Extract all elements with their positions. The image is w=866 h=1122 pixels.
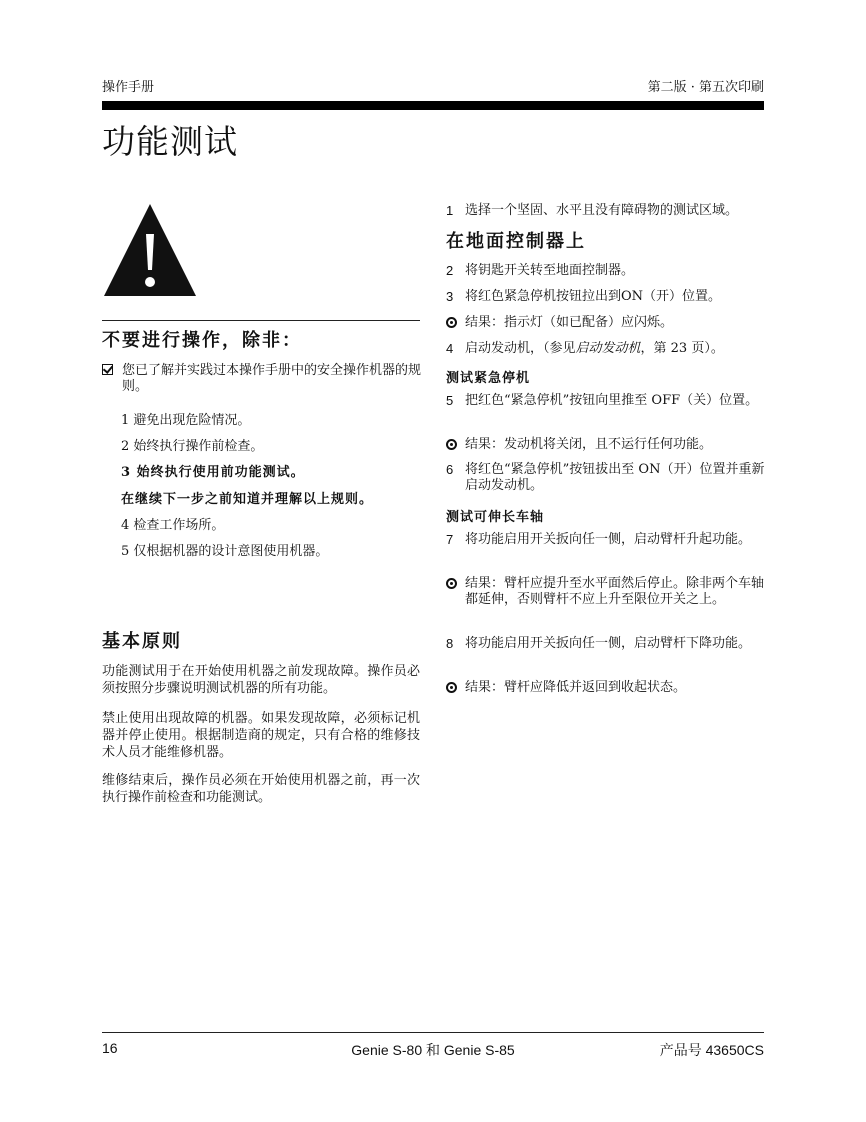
header-right: 第二版 · 第五次印刷 [647,80,764,95]
rule-item: 1 避免出现危险情况。 [121,413,251,428]
step-2: 2 将钥匙开关转至地面控制器。 [446,263,635,278]
footer-part-number: 产品号 43650CS [659,1042,764,1058]
warning-triangle-icon [102,202,198,298]
rules-intro [102,363,432,395]
paragraph: 维修结束后，操作员必须在开始使用机器之前，再一次执行操作前检查和功能测试。 [102,773,420,805]
step-8: 8 将功能启用开关扳向任一侧，启动臂杆下降功能。 [446,636,752,651]
rule-item: 4 检查工作场所。 [121,518,225,533]
result-7: 结果：臂杆应提升至水平面然后停止。除非两个车轴都延伸，否则臂杆不应上升至限位开关之上。 [446,576,766,608]
cross-reference: 启动发动机 [575,341,641,356]
ground-controls-heading: 在地面控制器上 [446,231,586,252]
subheading-estop: 测试紧急停机 [446,371,531,386]
paragraph: 禁止使用出现故障的机器。如果发现故障，必须标记机器并停止使用。根据制造商的规定，只有合格的维修技术人员才能维修机器。 [102,711,420,760]
step-7: 7 将功能启用开关扳向任一侧，启动臂杆升起功能。 [446,532,752,547]
page-number: 16 [102,1040,118,1056]
warning-heading: 不要进行操作，除非： [102,330,302,351]
header-left: 操作手册 [102,80,155,95]
result-5: 结果：发动机将关闭，且不运行任何功能。 [446,437,766,453]
checkbox-icon [102,364,113,375]
footer-model: Genie S-80 和 Genie S-85 [351,1042,515,1058]
result-icon [446,439,457,450]
rules-intro-text: 您已了解并实践过本操作手册中的安全操作机器的规则。 [122,363,422,394]
rule-item: 5 仅根据机器的设计意图使用机器。 [121,544,329,559]
subheading-axle: 测试可伸长车轴 [446,510,545,525]
rule-item: 2 始终执行操作前检查。 [121,439,264,454]
section-rule [102,320,420,321]
footer-rule [102,1032,764,1033]
rule-item-emphasis: 3 始终执行使用前功能测试。 [121,465,305,480]
step-5: 5 把红色“紧急停机”按钮向里推至 OFF（关）位置。 [446,393,759,408]
result-3: 结果：指示灯（如已配备）应闪烁。 [446,315,766,331]
rule-note: 在继续下一步之前知道并理解以上规则。 [121,492,374,507]
result-icon [446,682,457,693]
header-bar [102,101,764,110]
page-title: 功能测试 [102,122,238,161]
result-icon [446,317,457,328]
result-icon [446,578,457,589]
step-1: 1 选择一个坚固、水平且没有障碍物的测试区域。 [446,203,739,218]
step-4: 4 启动发动机，（参见启动发动机，第 23 页）。 [446,341,724,356]
step-3: 3 将红色紧急停机按钮拉出到ON（开）位置。 [446,289,722,304]
paragraph: 功能测试用于在开始使用机器之前发现故障。操作员必须按照分步骤说明测试机器的所有功能。 [102,664,420,696]
result-8: 结果：臂杆应降低并返回到收起状态。 [446,680,766,696]
basic-principles-heading: 基本原则 [102,631,182,652]
step-6: 6 将红色“紧急停机”按钮拔出至 ON（开）位置并重新启动发动机。 [446,462,765,493]
